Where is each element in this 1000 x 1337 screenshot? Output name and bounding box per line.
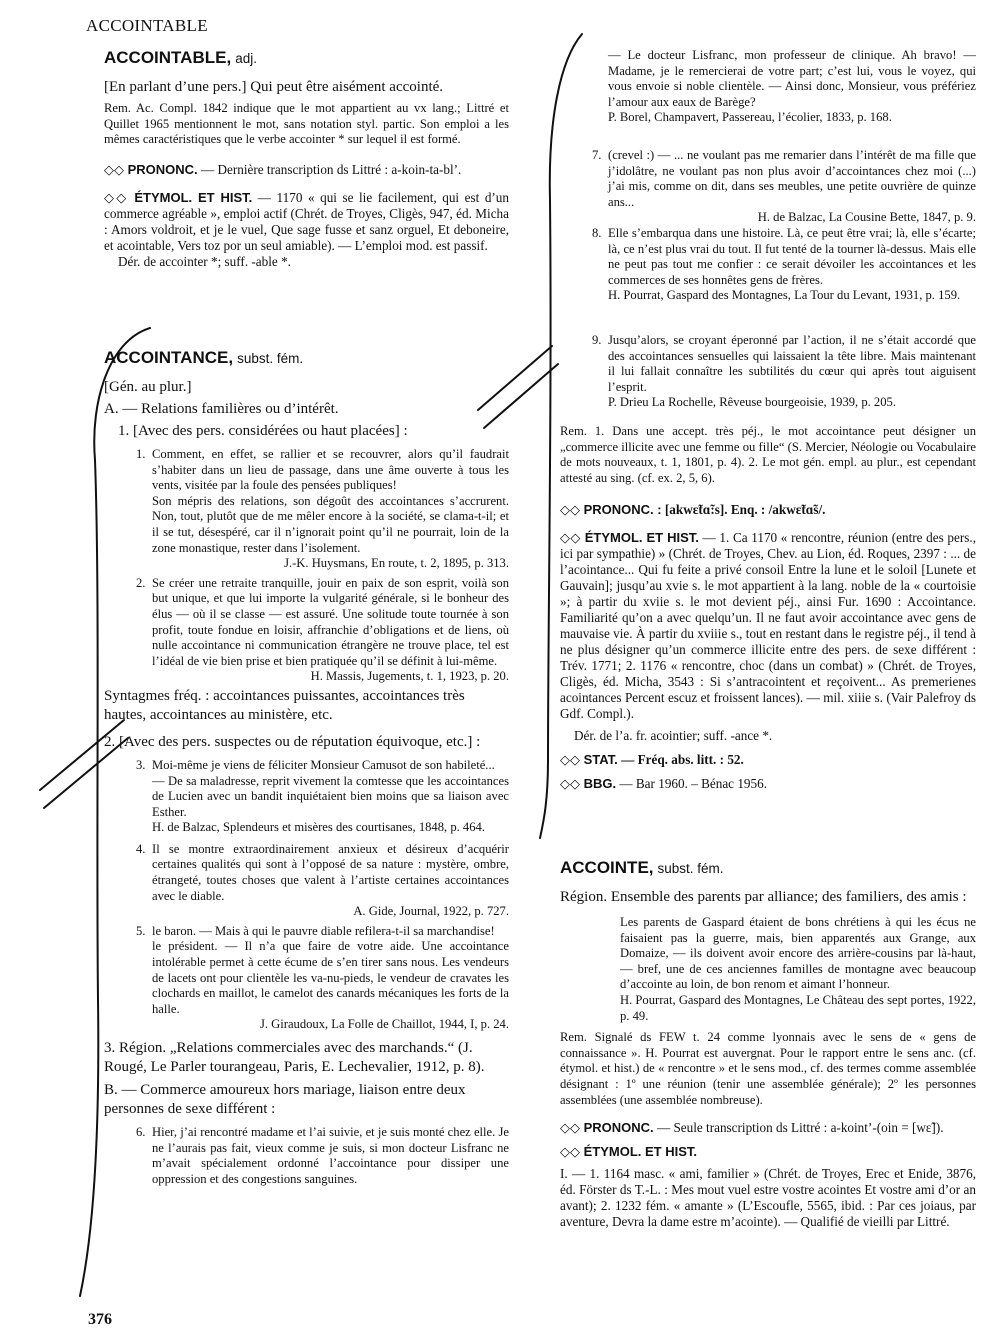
grammar-label: adj. — [235, 51, 257, 66]
etym-text: I. — 1. 1164 masc. « ami, familier » (Chrét. de Troyes, Erec et Enide, 3876, éd. Förster ds T.-L. : Mes mout vuel estre vostre acointes Et vostre ami d’or an avant); 2. 1232 fém. « amante » (L’Escoufle, 5565, ibid. : Par ces joiaus, par aventure, Devra la dame estre m’acointe). — Qualifié de vieilli par Littré. — [560, 1166, 976, 1230]
headword: ACCOINTANCE, — [104, 348, 234, 367]
example-1 — [136, 447, 509, 572]
example-source: H. Pourrat, Gaspard des Montagnes, Le Château des sept portes, 1922, p. 49. — [620, 992, 976, 1023]
example-number: 3. — [136, 757, 146, 772]
example-source: H. de Balzac, La Cousine Bette, 1847, p. 9. — [757, 210, 976, 225]
grammar-label: subst. fém. — [237, 351, 304, 366]
etym-text: — 1170 « qui se lie facilement, qui est d’un commerce agréable », emploi actif (Chrét. de Troyes, Cligès, 947, éd. Micha : Amors voldroit, et je le vuel, Que sage fusse et sanz orguel, Et deboneire, et acointable, Vers toz por un seul amiable). — L’emploi mod. est passif. — [104, 189, 509, 253]
etym-label: ◇◇ ÉTYMOL. ET HIST. — [560, 1144, 698, 1160]
example-2 — [136, 575, 509, 685]
example-number: 5. — [136, 923, 146, 938]
example-number: 2. — [136, 575, 146, 590]
prononc-label: ◇◇ PRONONC. — [104, 161, 198, 177]
remark: Rem. Signalé ds FEW t. 24 comme lyonnais avec le sens de « gens de connaissance ». H. Pourrat est auvergnat. Pour le rapport entre le sens anc. (cf. étymol. et hist.) de « rencontre » et le sens mod., cf. des termes comme assemblée désignant : 1º une réunion (tenir une assemblée générale); 2º les personnes assemblées (une assemblée nombreuse). — [560, 1030, 976, 1107]
remark: Rem. 1. Dans une accept. très péj., le mot accointance peut désigner un „commerce illicite avec une femme ou fille“ (S. Mercier, Néologie ou Vocabulaire de mots nouveaux, t. 1, 1801, p. 4). 2. Le mot gén. empl. au plur., est cependant attesté au sing. (cf. ex. 2, 5, 6). — [560, 424, 976, 485]
etym-text: — 1. Ca 1170 « rencontre, réunion (entre des pers., ici par sympathie) » (Chrét. de Troyes, Chev. au Lion, éd. Roques, 2397 : ... de l’acointance... Qui fu feite a privé consoil Entre la lune et le soloil [Lunete et Gauvain]; jusqu’au xvie s. le mot appartient à la lang. noble de la « courtoisie »; à partir du xviie s. le mot devient péj., ainsi Fur. 1690 : Accointance. Familiarité qu’on a avec quelqu’un. Il ne faut avoir accointance avec gens de mauvaise vie. À partir du xviiie s., tout en restant dans le registre péj., il tend à ne plus désigner qu’un commerce illicite entre des pers. de sexe différent : Trév. 1771; 2. 1176 « rencontre, choc (dans un combat) » (Chrét. de Troyes, Cligès, éd. Micha, 3543 : Si s’antracointent et reçoivent... As premerienes acointances Percent escuz et froissent lances). — mil. xiiie s. (Vair Palefroy ds Gdf. Compl.). — [560, 530, 976, 722]
example-7 — [592, 148, 976, 226]
example-text: — Le docteur Lisfranc, mon professeur de clinique. Ah bravo! — Madame, je le remercierai de votre part; c’est lui, vous le voyez, qui vous envoie si noble clientèle. — Ainsi donc, Monsieur, vous préfériez l’amour aux eaux de Barège? — [608, 48, 976, 109]
etym-label: ◇◇ ÉTYMOL. ET HIST. — [104, 189, 253, 205]
page-number: 376 — [88, 1311, 112, 1328]
usage-note: [Gén. au plur.] — [104, 379, 192, 395]
syntagmes: Syntagmes fréq. : accointances puissantes, accointances très hautes, accointances au ministère, etc. — [104, 687, 465, 723]
definition: [En parlant d’une pers.] Qui peut être aisément accointé. — [104, 79, 444, 95]
prononc-text: — Seule transcription ds Littré : a-koint’-(oin = [wɛ̃]). — [656, 1120, 944, 1136]
quote — [620, 915, 976, 1024]
example-number: 9. — [592, 333, 602, 347]
accointance-sections — [560, 424, 976, 792]
example-text: le baron. — Mais à qui le pauvre diable refilera-t-il sa marchandise! — [152, 923, 495, 938]
prononc-label: ◇◇ PRONONC. : — [560, 502, 662, 518]
bbg-text: — Bar 1960. – Bénac 1956. — [619, 776, 768, 792]
example-text: Son mépris des relations, son dégoût des accointances s’accrurent. Non, tout, plutôt que de me mêler encore à la société, se clama-t-il; et il se tut, désespéré, car il n’ignorait point qu’il ne pourrait, loin de la zone monastique, rester dans l’isolement. — [152, 493, 509, 555]
entry-accointance — [104, 348, 509, 1187]
example-source: J.-K. Huysmans, En route, t. 2, 1895, p. 313. — [284, 556, 509, 571]
example-number: 6. — [136, 1125, 146, 1139]
example-3 — [136, 757, 509, 836]
example-text: Les parents de Gaspard étaient de bons chrétiens à qui les écus ne faisaient pas la guerre, mais, bien apparentés aux Grange, aux Domaize, — ils doivent avoir encore des arrière-cousins par là-haut, — bref, une de ces anciennes familles de montagne avec beaucoup d’accointe au loin, de bon renom et aimant l’honneur. — [620, 915, 976, 992]
example-text: Se créer une retraite tranquille, jouir en paix de son esprit, voilà son but unique, et que lui importe la vulgarité générale, si le bonheur des élus — où il se classe — est assuré. Une solitude toute tournée à son profit, toute fondue en loisir, affranchie d’obligations et de liens, où nulle accointance ni communication étrangère ne trouve place, tel est l’idéal de vie bien prise et bien pratiquée qu’il se définit à lui-même. — [152, 575, 509, 668]
derivation: Dér. de accointer *; suff. -able *. — [118, 253, 291, 269]
example-number: 7. — [592, 148, 602, 162]
sense-a1: 1. [Avec des pers. considérées ou haut placées] : — [118, 423, 408, 439]
example-source: P. Drieu La Rochelle, Rêveuse bourgeoisie, 1939, p. 205. — [608, 395, 896, 410]
example-text: Il se montre extraordinairement anxieux et désireux d’acquérir certaines qualités qui sont à l’opposé de sa nature : mystère, ombre, étrangeté, toutes choses que valent à l’artiste certaines accointances avec le diable. — [152, 841, 509, 903]
example-6 — [136, 1125, 509, 1187]
definition: Région. Ensemble des parents par alliance; des familiers, des amis : — [560, 889, 967, 905]
entry-accointe — [560, 858, 976, 1230]
example-number: 4. — [136, 841, 146, 856]
example-source: H. de Balzac, Splendeurs et misères des courtisanes, 1848, p. 464. — [152, 820, 485, 835]
example-text: (crevel :) — ... ne voulant pas me remarier dans l’intérêt de ma fille que j’idolâtre, ne voulant pas non plus avoir d’accointances chez moi (...) j’ai mis, comme on dit, dans ses meubles, une petite ouvrière de quinze ans... — [608, 148, 976, 209]
etym-label: ◇◇ ÉTYMOL. ET HIST. — [560, 530, 699, 546]
remark: Rem. Ac. Compl. 1842 indique que le mot appartient au vx lang.; Littré et Quillet 1965 mentionnent le mot, sans notation styl. partic. Son emploi a les mêmes caractéristiques que le verbe accointer * sur lequel il est formé. — [104, 101, 509, 147]
example-6-continued — [608, 48, 976, 126]
headword: ACCOINTABLE, — [104, 48, 232, 67]
example-source: H. Massis, Jugements, t. 1, 1923, p. 20. — [310, 669, 509, 684]
example-text: Elle s’embarqua dans une histoire. Là, ce peut être vrai; là, elle s’écarte; là, ce n’est plus vrai du tout. Il fut tenté de la tourner là-dessus. Mais elle ne peut pas tout me confier : ce serait dévoiler les accointances et les commerces de ses honnêtes gens de frères. — [608, 226, 976, 287]
bbg-label: ◇◇ BBG. — [560, 776, 617, 792]
example-4 — [136, 841, 509, 920]
stat-text: — Fréq. abs. litt. : 52. — [621, 752, 744, 768]
derivation: Dér. de l’a. fr. acointier; suff. -ance *. — [574, 728, 773, 744]
entry-accointable — [104, 48, 509, 270]
example-source: H. Pourrat, Gaspard des Montagnes, La Tour du Levant, 1931, p. 159. — [608, 288, 961, 303]
sense-a: A. — Relations familières ou d’intérêt. — [104, 401, 339, 417]
running-head: ACCOINTABLE — [86, 16, 208, 35]
headword: ACCOINTE, — [560, 858, 654, 877]
example-source: P. Borel, Champavert, Passereau, l’écolier, 1833, p. 168. — [608, 110, 892, 125]
example-9 — [592, 333, 976, 411]
example-text: Jusqu’alors, se croyant éperonné par l’action, il ne s’était accordé que des accointances sensuelles qui laissaient la tête libre. Mais maintenant il lui fallait connaître les subtilités du cœur qui après tout aiguisent l’esprit. — [608, 333, 976, 394]
prononc-text: [akwɛ̃tɑ̃:s]. Enq. : /akwɛ̃tɑ̃s/. — [664, 502, 826, 518]
prononc-text: — Dernière transcription ds Littré : a-koin-ta-bl’. — [200, 161, 462, 177]
example-number: 8. — [592, 226, 602, 240]
example-text: Moi-même je viens de féliciter Monsieur Camusot de son habileté... — [152, 757, 495, 772]
example-source: A. Gide, Journal, 1922, p. 727. — [353, 904, 509, 919]
prononc-label: ◇◇ PRONONC. — [560, 1120, 654, 1136]
example-number: 1. — [136, 447, 146, 461]
example-5 — [136, 923, 509, 1033]
sense-a2: 2. [Avec des pers. suspectes ou de réputation équivoque, etc.] : — [104, 733, 481, 750]
example-text: le président. — Il n’a que faire de votre aide. Une accointance intolérable permet à cette écume de s’en tirer sans nous. Les vendeurs de lacets ont pour clientèle les va-nu-pieds, le vendeur de cravates les clochards en maillot, le camelot des canards mécaniques les forts de la halle. — [152, 939, 509, 1016]
grammar-label: subst. fém. — [657, 861, 724, 876]
example-text: Hier, j’ai rencontré madame et l’ai suivie, et je suis monté chez elle. Je ne l’aurais pas fait, vieux comme je suis, si mon docteur Lisfranc ne m’avait spécialement ordonné l’accointance pour dissiper une oppression et des congestions sanguines. — [152, 1125, 509, 1186]
example-text: — De sa maladresse, reprit vivement la comtesse que les accointances de Lucien avec un bandit inquiétaient bien moins que sa liaison avec Esther. — [152, 773, 509, 819]
example-8 — [592, 226, 976, 304]
sense-b: B. — Commerce amoureux hors mariage, liaison entre deux personnes de sexe différent : — [104, 1082, 466, 1117]
example-source: J. Giraudoux, La Folle de Chaillot, 1944, I, p. 24. — [259, 1017, 509, 1032]
sense-a3: 3. Région. „Relations commerciales avec des marchands.“ (J. Rougé, Le Parler tourangeau, Paris, E. Lechevalier, 1912, p. 8). — [104, 1040, 485, 1075]
example-text: Comment, en effet, se rallier et se recouvrer, alors qu’il faudrait s’habiter dans un lieu de passage, dans une âme ouverte à tous les vents, visitée par la foule des pensées publiques! — [152, 447, 509, 493]
stat-label: ◇◇ STAT. — [560, 752, 618, 768]
